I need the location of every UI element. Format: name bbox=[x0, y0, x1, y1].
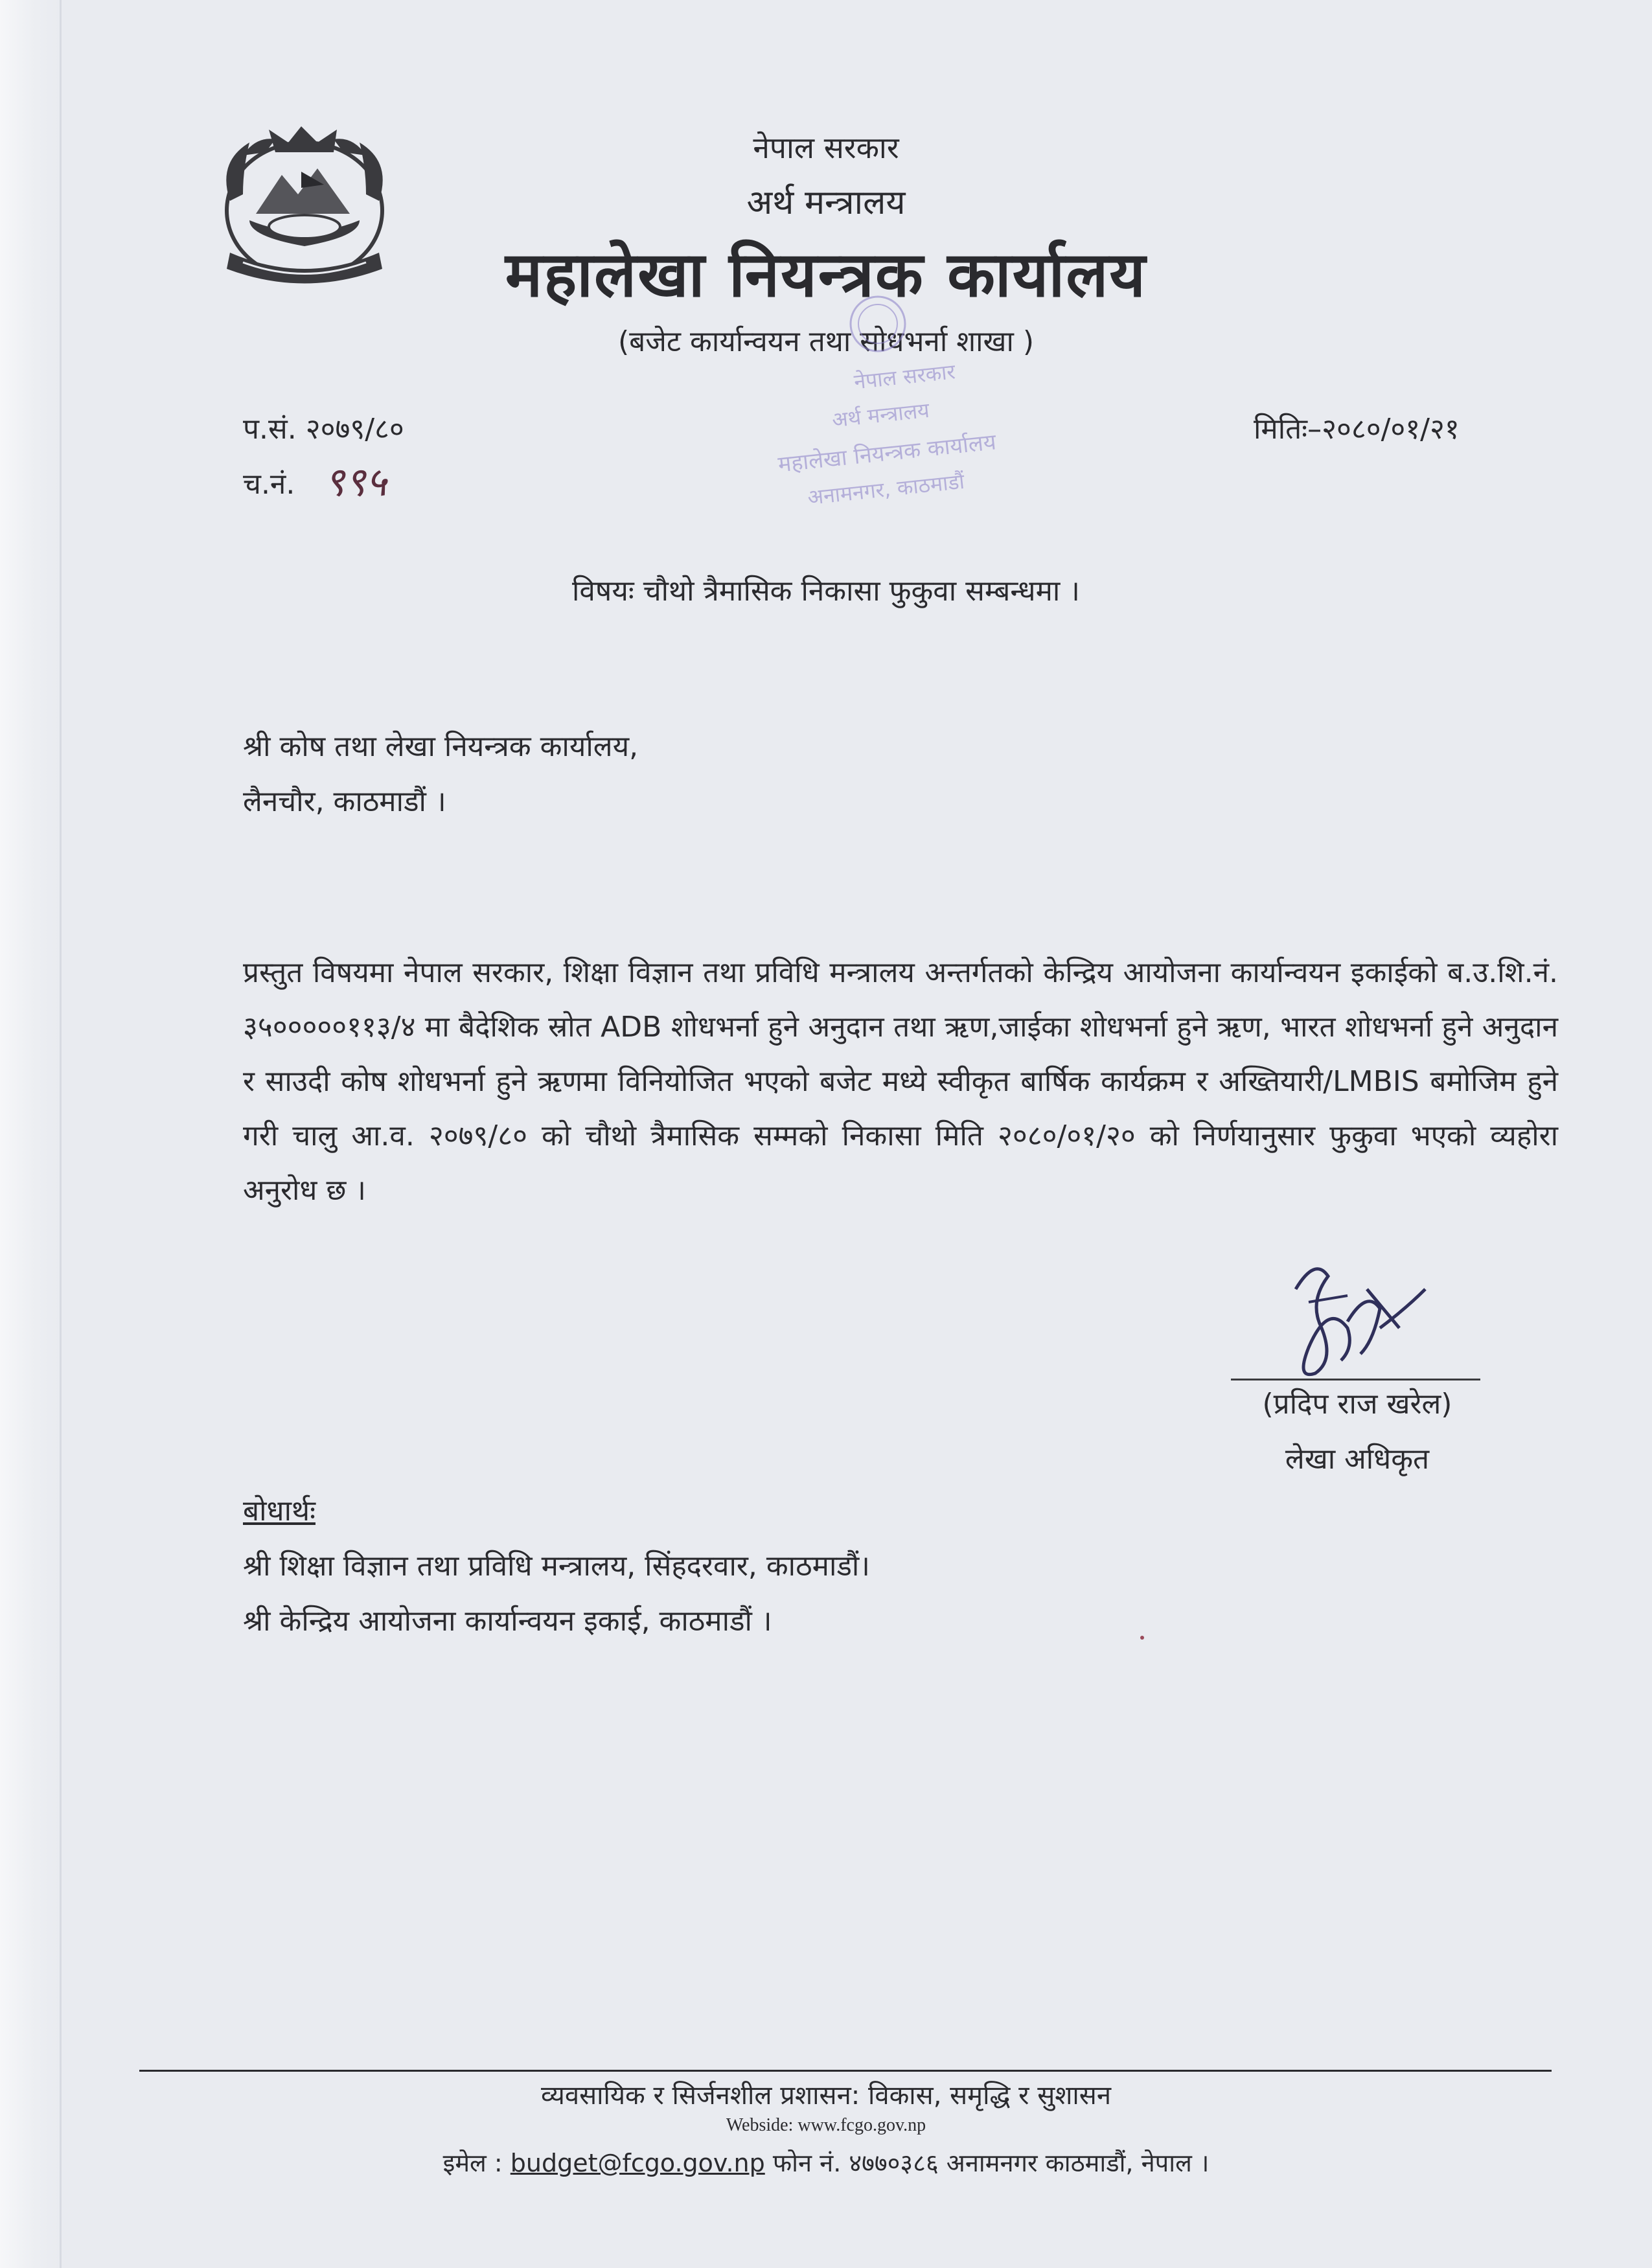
stamp-line-1: नेपाल सरकार bbox=[853, 359, 957, 395]
letter-body: प्रस्तुत विषयमा नेपाल सरकार, शिक्षा विज्ञान तथा प्रविधि मन्त्रालय अन्तर्गतको केन्द्रिय आयोजना कार्यान्वयन इकाईको ब.उ.शि.नं. ३५०००००११३/४ मा बैदेशिक स्रोत ADB शोधभर्ना हुने अनुदान तथा ऋण,जाईका शोधभर्ना हुने ऋण, भारत शोधभर्ना हुने अनुदान र साउदी कोष शोधभर्ना हुने ऋणमा विनियोजित भएको बजेट मध्ये स्वीकृत बार्षिक कार्यक्रम र अख्तियारी/LMBIS बमोजिम हुने गरी चालु आ.व. २०७९/८० को चौथो त्रैमासिक सम्मको निकासा मिति २०८०/०१/२० को निर्णयानुसार फुकुवा भएको व्यहोरा अनुरोध छ । bbox=[243, 956, 1558, 1207]
addressee-line-1: श्री कोष तथा लेखा नियन्त्रक कार्यालय, bbox=[243, 730, 639, 763]
reference-number: प.सं. २०७९/८० bbox=[243, 413, 404, 446]
footer-contact bbox=[0, 2146, 1652, 2179]
ink-spot bbox=[1140, 1636, 1144, 1640]
signature-line bbox=[1231, 1379, 1480, 1380]
email-link[interactable]: budget@fcgo.gov.np bbox=[510, 2149, 765, 2177]
addressee-line-2: लैनचौर, काठमाडौं । bbox=[243, 785, 446, 818]
footer-divider bbox=[139, 2070, 1552, 2072]
office-name: महालेखा नियन्त्रक कार्यालय bbox=[505, 238, 1147, 311]
stamp-line-4: अनामनगर, काठमाडौं bbox=[806, 468, 966, 510]
footer-website: Webside: www.fcgo.gov.np bbox=[726, 2115, 926, 2135]
email-label: इमेल : bbox=[442, 2149, 511, 2177]
dispatch-label: च.नं. bbox=[243, 468, 295, 501]
cc-heading: बोधार्थः bbox=[243, 1495, 315, 1528]
signature bbox=[1270, 1250, 1438, 1386]
office-stamp bbox=[761, 292, 1020, 538]
stamp-line-3: महालेखा नियन्त्रक कार्यालय bbox=[777, 429, 998, 478]
cc-item: श्री केन्द्रिय आयोजना कार्यान्वयन इकाई, काठमाडौं । bbox=[243, 1605, 772, 1638]
stamp-line-2: अर्थ मन्त्रालय bbox=[831, 397, 931, 433]
government-name: नेपाल सरकार bbox=[753, 130, 899, 165]
dispatch-number: ९९५ bbox=[324, 458, 387, 505]
letter-date: मितिः–२०८०/०१/२१ bbox=[1254, 413, 1460, 446]
cc-item: श्री शिक्षा विज्ञान तथा प्रविधि मन्त्रालय, सिंहदरवार, काठमाडौं। bbox=[243, 1550, 870, 1583]
signatory-name: (प्रदिप राज खरेल) bbox=[1262, 1388, 1452, 1421]
footer-motto: व्यवसायिक र सिर्जनशील प्रशासन: विकास, समृद्धि र सुशासन bbox=[540, 2081, 1112, 2111]
signatory-title: लेखा अधिकृत bbox=[1285, 1443, 1430, 1476]
letter-subject: विषयः चौथो त्रैमासिक निकासा फुकुवा सम्बन्धमा । bbox=[572, 575, 1080, 608]
ministry-name: अर्थ मन्त्रालय bbox=[746, 183, 906, 222]
branch-name: (बजेट कार्यान्वयन तथा सोधभर्ना शाखा ) bbox=[617, 325, 1035, 358]
phone-address: फोन नं. ४७७०३८६ अनामनगर काठमाडौं, नेपाल । bbox=[764, 2149, 1210, 2177]
